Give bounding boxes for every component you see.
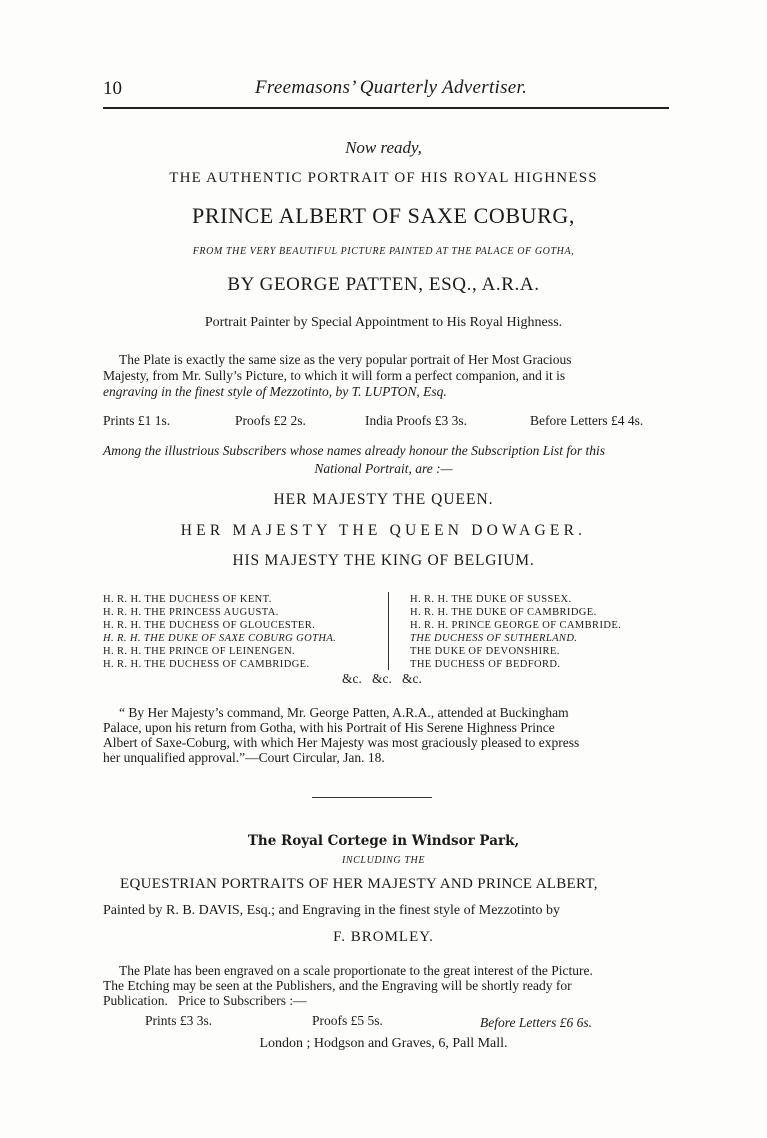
ad2-including: INCLUDING THE [341,855,426,866]
page-number: 10 [103,78,122,99]
now-ready: Now ready, [345,138,422,157]
subscriber-right: H. R. H. PRINCE GEORGE OF CAMBRIDE. [410,620,622,631]
subscriber-left: H. R. H. THE PRINCESS AUGUSTA. [103,607,279,618]
ad1-subscribers-intro: Among the illustrious Subscribers whose names already honour the Subscription List for this [103,443,606,458]
ad1-para-line: Majesty, from Mr. Sully’s Picture, to which it will form a perfect companion, and it is [103,368,566,383]
ad2-price: Proofs £5 5s. [312,1013,383,1028]
ad1-heading-2: PRINCE ALBERT OF SAXE COBURG, [191,203,575,228]
subscriber-right: THE DUKE OF DEVONSHIRE. [410,646,560,657]
publisher-line: London ; Hodgson and Graves, 6, Pall Mall. [259,1036,508,1051]
subscriber-left: H. R. H. THE DUCHESS OF CAMBRIDGE. [103,659,310,670]
etc-line: &c. &c. &c. [342,671,422,686]
ad1-heading-5: Portrait Painter by Special Appointment to His Royal Highness. [204,315,563,330]
ad1-quote-line: her unqualified approval.”—Court Circular, Jan. 18. [103,750,385,765]
ad2-engraver: F. BROMLEY. [333,929,434,945]
ad1-heading-3: FROM THE VERY BEAUTIFUL PICTURE PAINTED AT THE PALACE OF GOTHA, [192,246,575,257]
ad1-heading-1: THE AUTHENTIC PORTRAIT OF HIS ROYAL HIGHNESS [169,170,598,186]
ad2-price: Before Letters £6 6s. [480,1015,592,1030]
ad1-quote-line: “ By Her Majesty’s command, Mr. George Patten, A.R.A., attended at Buckingham [119,705,569,720]
subscriber-right: H. R. H. THE DUKE OF SUSSEX. [410,594,572,605]
ad2-heading: EQUESTRIAN PORTRAITS OF HER MAJESTY AND PRINCE ALBERT, [120,876,598,892]
subscriber-left: H. R. H. THE PRINCE OF LEINENGEN. [103,646,296,657]
ad1-quote-line: Palace, upon his return from Gotha, with his Portrait of His Serene Highness Prince [103,720,555,735]
subscriber-right: THE DUCHESS OF BEDFORD. [410,659,561,670]
ad2-para-line: The Etching may be seen at the Publishers, and the Engraving will be shortly ready for [103,978,572,993]
subscriber-left: H. R. H. THE DUKE OF SAXE COBURG GOTHA. [103,633,337,644]
subscriber-right: THE DUCHESS OF SUTHERLAND. [410,633,578,644]
ad1-price: Before Letters £4 4s. [530,413,644,428]
column-divider [388,592,389,670]
ad2-painted-by: Painted by R. B. DAVIS, Esq.; and Engraving in the finest style of Mezzotinto by [103,903,561,918]
royal-subscriber: HER MAJESTY THE QUEEN. [273,491,494,508]
section-divider [312,797,432,798]
subscriber-left: H. R. H. THE DUCHESS OF GLOUCESTER. [103,620,316,631]
ad1-price: Proofs £2 2s. [235,413,306,428]
header-rule [103,107,669,109]
ad1-price: Prints £1 1s. [103,413,171,428]
ad1-heading-4: BY GEORGE PATTEN, ESQ., A.R.A. [227,274,540,295]
ad2-para-line: The Plate has been engraved on a scale proportionate to the great interest of the Picture. [119,963,593,978]
ad1-subscribers-intro: National Portrait, are :— [314,461,453,476]
ad1-quote-line: Albert of Saxe-Coburg, with which Her Majesty was most graciously pleased to express [103,735,580,750]
royal-subscriber: HIS MAJESTY THE KING OF BELGIUM. [232,552,535,569]
royal-subscriber: HER MAJESTY THE QUEEN DOWAGER. [180,522,587,539]
subscriber-left: H. R. H. THE DUCHESS OF KENT. [103,594,272,605]
ad2-price: Prints £3 3s. [145,1013,213,1028]
subscriber-right: H. R. H. THE DUKE OF CAMBRIDGE. [410,607,597,618]
ad1-para-line: engraving in the finest style of Mezzotinto, by T. LUPTON, Esq. [103,384,447,399]
ad2-title: The Royal Cortege in Windsor Park, [247,833,520,849]
ad1-price: India Proofs £3 3s. [365,413,467,428]
running-title: Freemasons’ Quarterly Advertiser. [255,77,528,98]
ad2-para-line: Publication. Price to Subscribers :— [103,993,307,1008]
ad1-para-line: The Plate is exactly the same size as the very popular portrait of Her Most Gracious [119,352,572,367]
